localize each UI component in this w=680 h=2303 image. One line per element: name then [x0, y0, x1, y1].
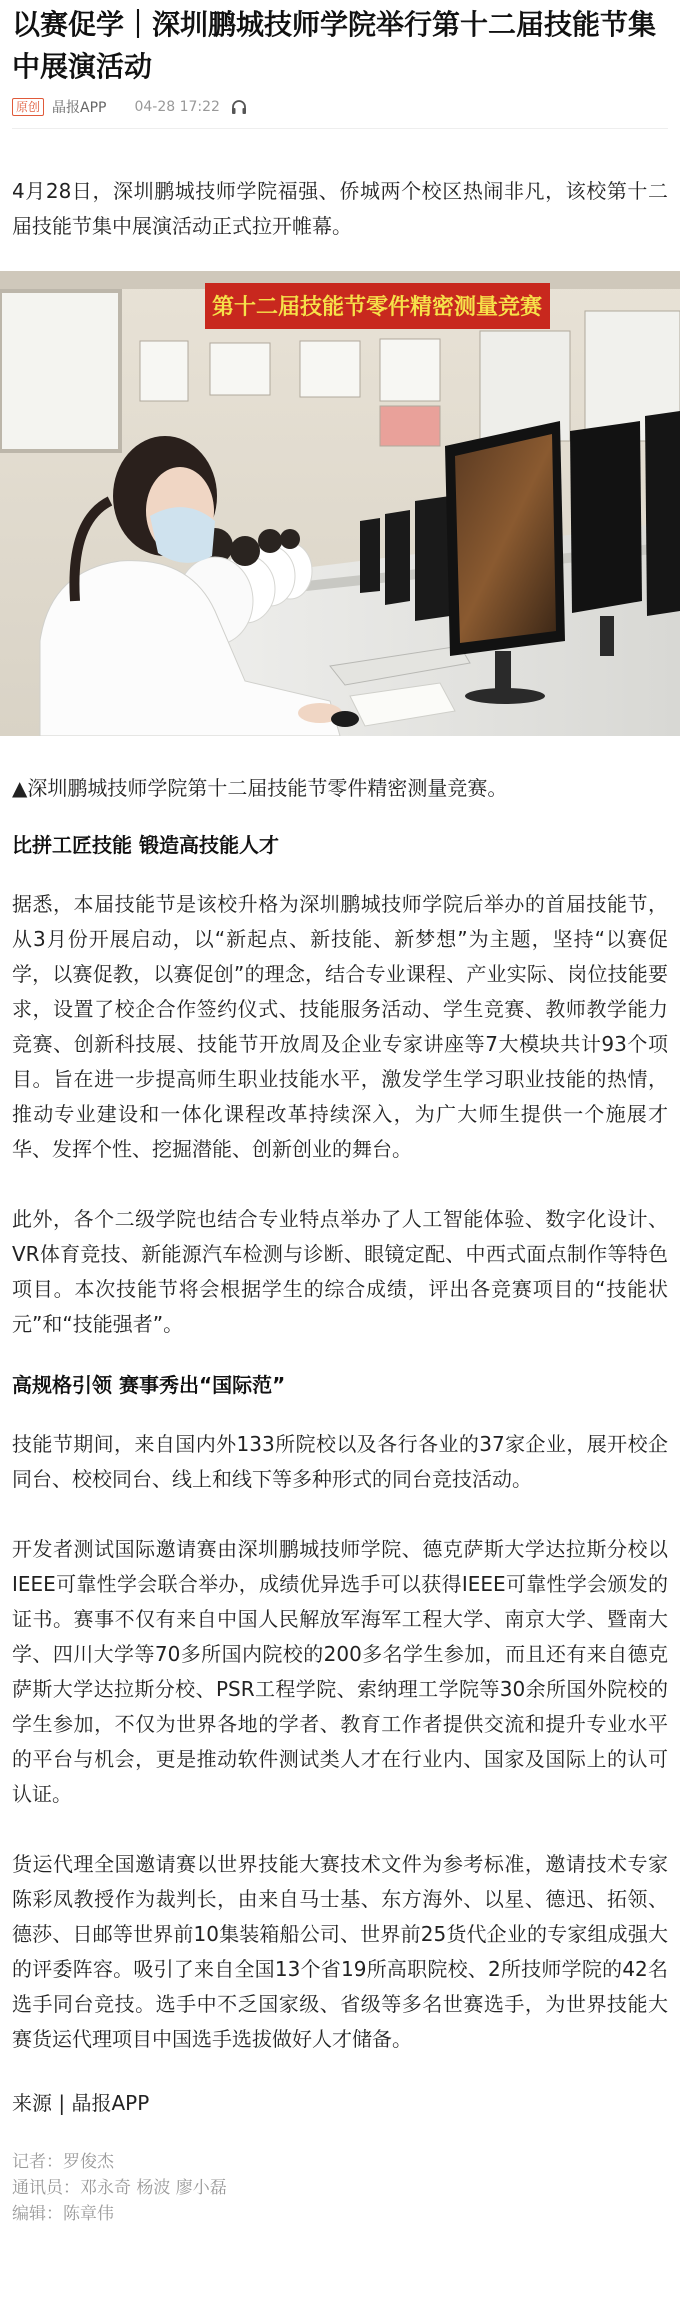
meta-divider — [12, 128, 668, 129]
reporter-credit: 记者：罗俊杰 — [12, 2152, 114, 2172]
editor-credit: 编辑：陈章伟 — [12, 2204, 114, 2224]
section-heading-1: 比拼工匠技能 锻造高技能人才 — [12, 833, 279, 857]
photo-banner-text: 第十二届技能节零件精密测量竞赛 — [211, 295, 543, 320]
credits — [12, 2149, 668, 2227]
correspondents-credit: 通讯员：邓永奇 杨波 廖小磊 — [12, 2178, 227, 2198]
article-meta — [12, 92, 668, 122]
paragraph-3: 技能节期间，来自国内外133所院校以及各行各业的37家企业，展开校企同台、校校同台、线上和线下等多种形式的同台竞技活动。 — [12, 1432, 668, 1491]
source-line: 来源 | 晶报APP — [12, 2091, 150, 2115]
article-photo — [0, 271, 680, 736]
publish-time: 04-28 17:22 — [134, 99, 220, 115]
original-badge: 原创 — [12, 98, 44, 116]
section-heading-2: 高规格引领 赛事秀出“国际范” — [12, 1373, 286, 1397]
photo-caption: ▲深圳鹏城技师学院第十二届技能节零件精密测量竞赛。 — [12, 776, 508, 800]
source-name[interactable]: 晶报APP — [52, 100, 107, 116]
paragraph-2: 此外，各个二级学院也结合专业特点举办了人工智能体验、数字化设计、VR体育竞技、新能源汽车检测与诊断、眼镜定配、中西式面点制作等特色项目。本次技能节将会根据学生的综合成绩，评出各竞赛项目的“技能状元”和“技能强者”。 — [12, 1207, 668, 1336]
headphones-icon[interactable] — [230, 98, 248, 116]
paragraph-4: 开发者测试国际邀请赛由深圳鹏城技师学院、德克萨斯大学达拉斯分校以IEEE可靠性学会联合举办，成绩优异选手可以获得IEEE可靠性学会颁发的证书。赛事不仅有来自中国人民解放军海军工程大学、南京大学、暨南大学、四川大学等70多所国内院校的200多名学生参加，而且还有来自德克萨斯大学达拉斯分校、PSR工程学院、索纳理工学院等30余所国外院校的学生参加，不仅为世界各地的学者、教育工作者提供交流和提升专业水平的平台与机会，更是推动软件测试类人才在行业内、国家及国际上的认可认证。 — [12, 1537, 668, 1806]
paragraph-5: 货运代理全国邀请赛以世界技能大赛技术文件为参考标准，邀请技术专家陈彩凤教授作为裁判长，由来自马士基、东方海外、以星、德迅、拓领、德莎、日邮等世界前10集装箱船公司、世界前25货代企业的专家组成强大的评委阵容。吸引了来自全国13个省19所高职院校、2所技师学院的42名选手同台竞技。选手中不乏国家级、省级等多名世赛选手，为世界技能大赛货运代理项目中国选手选拔做好人才储备。 — [12, 1852, 668, 2051]
article-title: 以赛促学｜深圳鹏城技师学院举行第十二届技能节集中展演活动 — [12, 8, 657, 83]
intro-paragraph: 4月28日，深圳鹏城技师学院福强、侨城两个校区热闹非凡，该校第十二届技能节集中展演活动正式拉开帷幕。 — [12, 179, 668, 238]
paragraph-1: 据悉，本届技能节是该校升格为深圳鹏城技师学院后举办的首届技能节，从3月份开展启动，以“新起点、新技能、新梦想”为主题，坚持“以赛促学，以赛促教，以赛促创”的理念，结合专业课程、产业实际、岗位技能要求，设置了校企合作签约仪式、技能服务活动、学生竞赛、教师教学能力竞赛、创新科技展、技能节开放周及企业专家讲座等7大模块共计93个项目。旨在进一步提高师生职业技能水平，激发学生学习职业技能的热情，推动专业建设和一体化课程改革持续深入，为广大师生提供一个施展才华、发挥个性、挖掘潜能、创新创业的舞台。 — [12, 892, 668, 1161]
